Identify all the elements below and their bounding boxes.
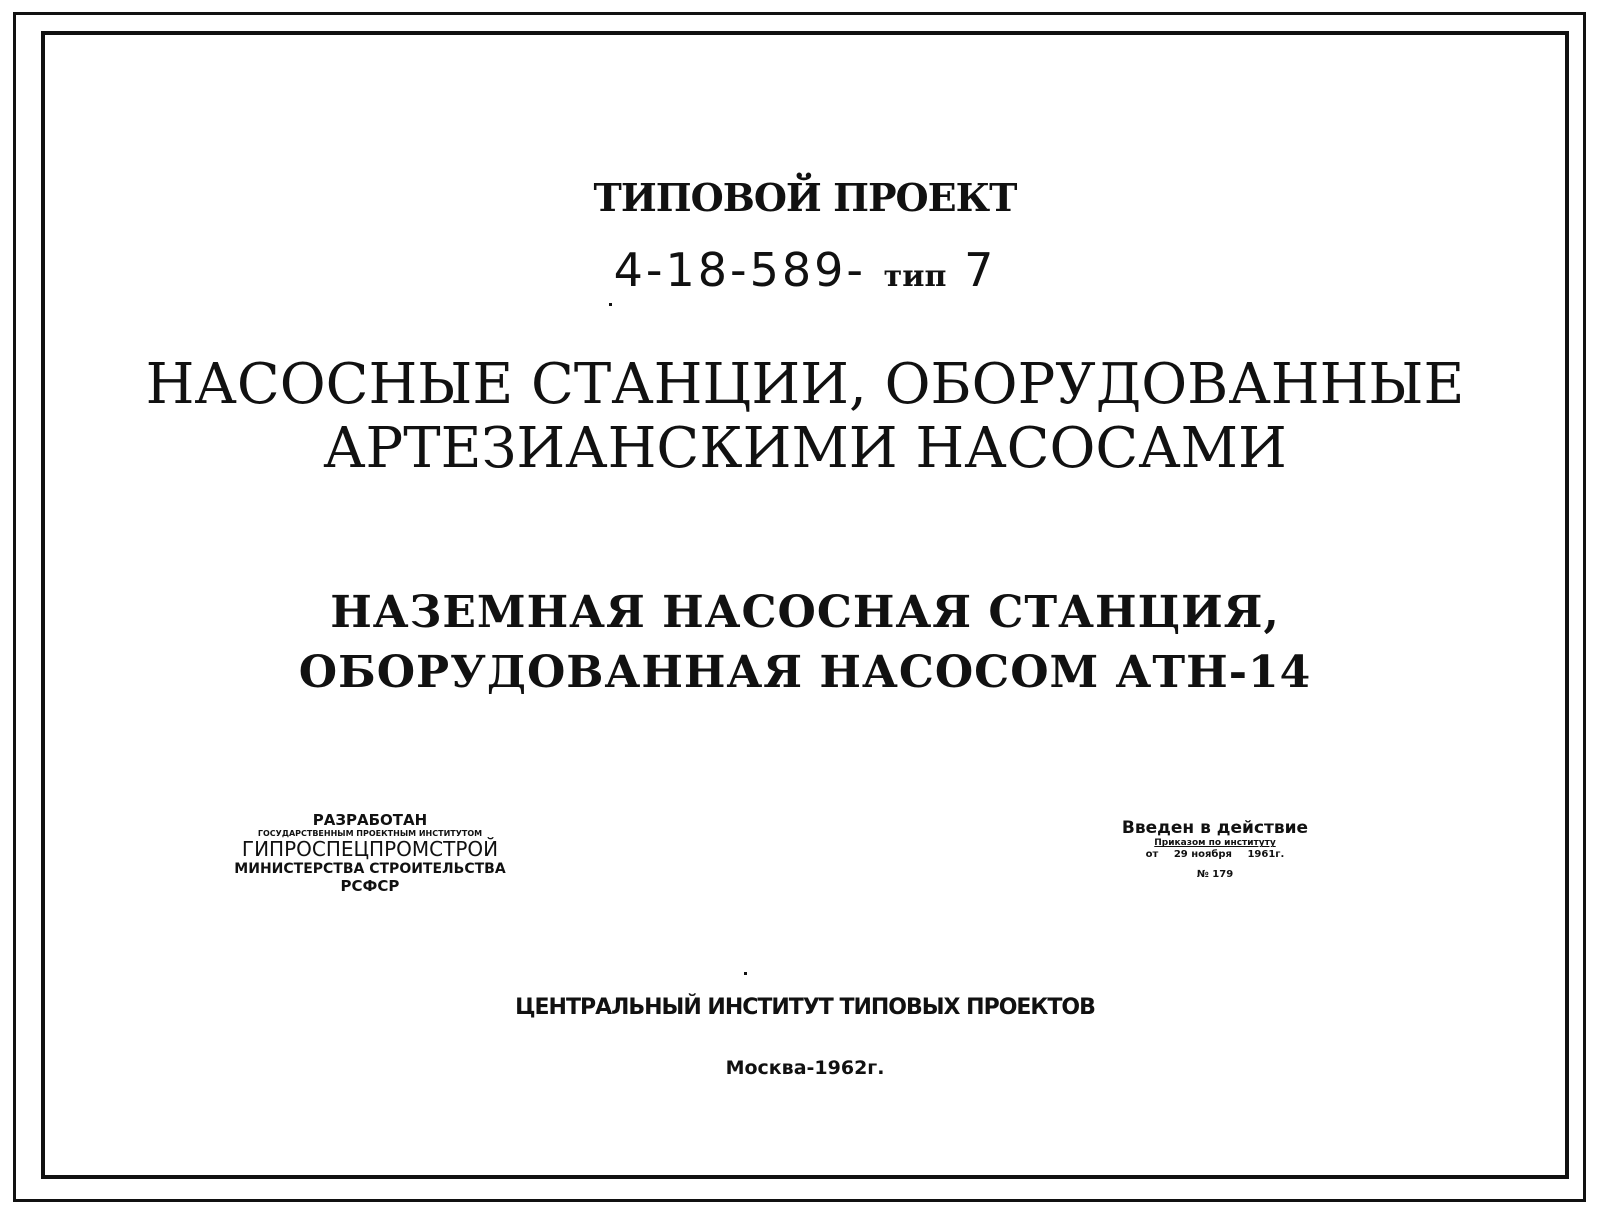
developed-label: РАЗРАБОТАН xyxy=(312,811,428,829)
introduction-block xyxy=(1090,818,1340,881)
main-title-line-1: НАСОСНЫЕ СТАНЦИИ, ОБОРУДОВАННЫЕ xyxy=(145,352,1465,417)
order-number: № 179 xyxy=(1196,869,1234,881)
introduction-date-line xyxy=(1090,849,1340,861)
institute-type: ГОСУДАРСТВЕННЫМ ПРОЕКТНЫМ ИНСТИТУТОМ xyxy=(257,829,483,839)
project-code-line xyxy=(45,243,1565,297)
introduction-label: Введен в действие xyxy=(1121,818,1309,838)
project-code: 4-18-589- xyxy=(613,243,867,297)
introduction-year: 1961г. xyxy=(1247,849,1285,861)
main-title-line-2: АРТЕЗИАНСКИМИ НАСОСАМИ xyxy=(323,416,1287,481)
print-speck xyxy=(744,972,747,975)
developer-block xyxy=(200,812,540,895)
sub-title-line-1: НАЗЕМНАЯ НАСОСНАЯ СТАНЦИЯ, xyxy=(330,587,1280,638)
developer-organization: ГИПРОСПЕЦПРОМСТРОЙ xyxy=(241,837,499,862)
project-type-word: тип xyxy=(883,259,947,294)
series-label: ТИПОВОЙ ПРОЕКТ xyxy=(593,175,1017,220)
developer-republic: РСФСР xyxy=(340,876,400,895)
central-institute: ЦЕНТРАЛЬНЫЙ ИНСТИТУТ ТИПОВЫХ ПРОЕКТОВ xyxy=(515,995,1095,1020)
sub-title-line-2: ОБОРУДОВАННАЯ НАСОСОМ АТН-14 xyxy=(298,647,1312,698)
print-speck xyxy=(609,303,612,306)
from-label: от xyxy=(1145,849,1159,861)
project-type-number: 7 xyxy=(964,243,997,297)
inner-frame xyxy=(41,31,1569,1179)
introduction-order-label: Приказом по институту xyxy=(1154,838,1276,849)
developer-ministry: МИНИСТЕРСТВА СТРОИТЕЛЬСТВА xyxy=(234,861,506,878)
introduction-date: 29 ноября xyxy=(1173,849,1232,861)
city-year: Москва-1962г. xyxy=(725,1057,885,1079)
